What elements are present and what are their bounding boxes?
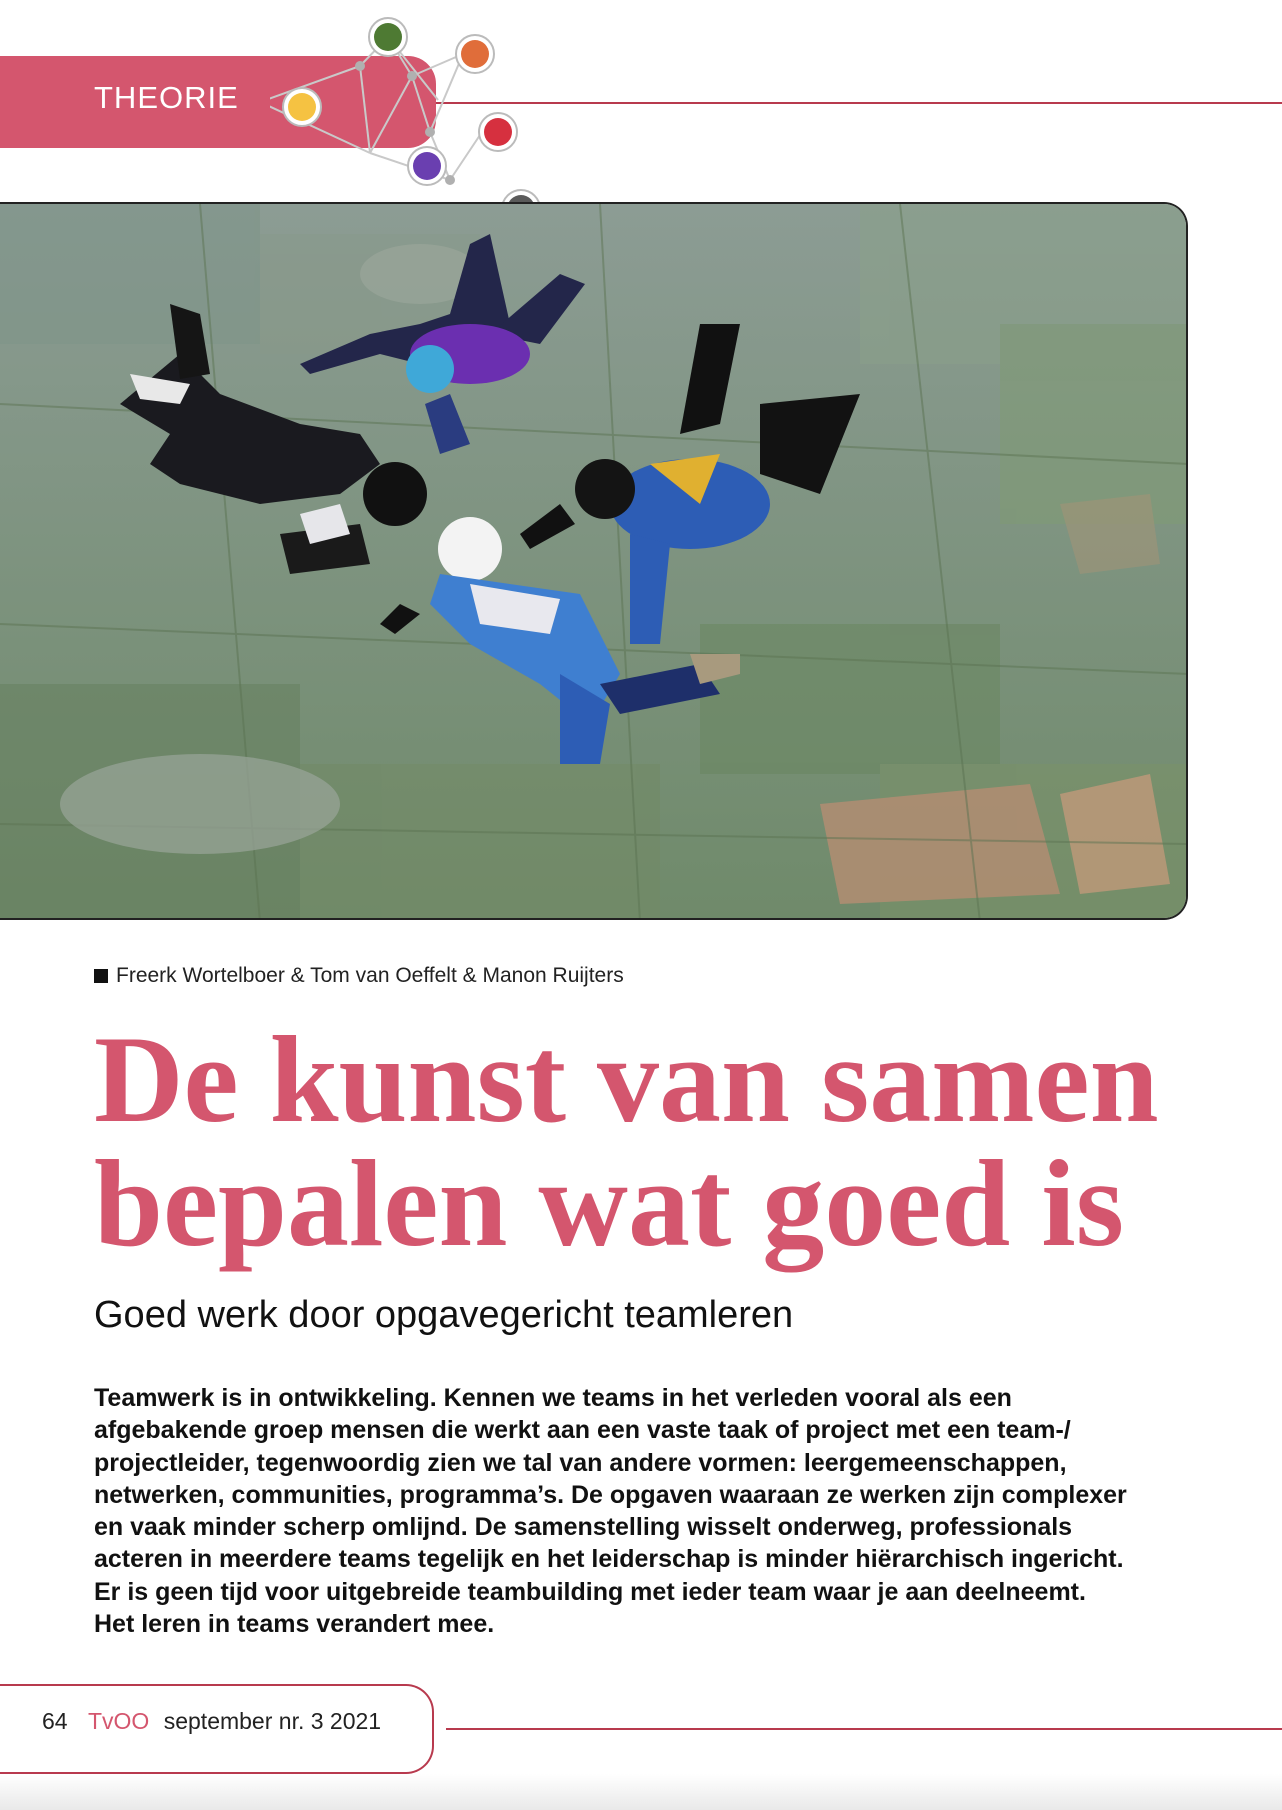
lead-line: Teamwerk is in ontwikkeling. Kennen we teams in het verleden vooral als een [94, 1384, 1012, 1412]
journal-name: TvOO [87, 1708, 150, 1734]
lead-line: Er is geen tijd voor uitgebreide teambuilding met ieder team waar je aan deelneemt. [94, 1577, 1086, 1606]
footer-rule [446, 1728, 1282, 1730]
article-subtitle: Goed werk door opgavegericht teamleren [94, 1294, 794, 1336]
lead-paragraph [94, 1382, 1194, 1640]
byline [94, 964, 624, 988]
page-number: 64 [42, 1708, 68, 1734]
article-title [94, 1011, 1264, 1272]
author-names: Freerk Wortelboer & Tom van Oeffelt & Manon Ruijters [116, 964, 624, 987]
lead-line: acteren in meerdere teams tegelijk en het leiderschap is minder hiërarchisch ingericht. [94, 1545, 1124, 1574]
lead-line: afgebakende groep mensen die werkt aan een vaste taak of project met een team-/ [94, 1416, 1071, 1445]
issue-info: september nr. 3 2021 [163, 1708, 382, 1734]
footer-info [42, 1708, 381, 1735]
lead-line: netwerken, communities, programma’s. De opgaven waaraan ze werken zijn complexer [94, 1480, 1127, 1509]
byline-square-icon [94, 969, 108, 983]
section-label: THEORIE [94, 80, 239, 115]
header-rule [436, 102, 1282, 104]
lead-line: Het leren in teams verandert mee. [94, 1610, 495, 1639]
title-line-1: De kunst van samen [94, 1011, 1159, 1148]
page-bottom-shade [0, 1774, 1282, 1810]
lead-line: projectleider, tegenwoordig zien we tal van andere vormen: leergemeenschappen, [94, 1448, 1067, 1477]
skydivers-formation-image [0, 204, 1188, 920]
skydivers-photo [0, 202, 1188, 920]
lead-line: en vaak minder scherp omlijnd. De samenstelling wisselt onderweg, professionals [94, 1513, 1073, 1542]
title-line-2: bepalen wat goed is [94, 1135, 1124, 1272]
